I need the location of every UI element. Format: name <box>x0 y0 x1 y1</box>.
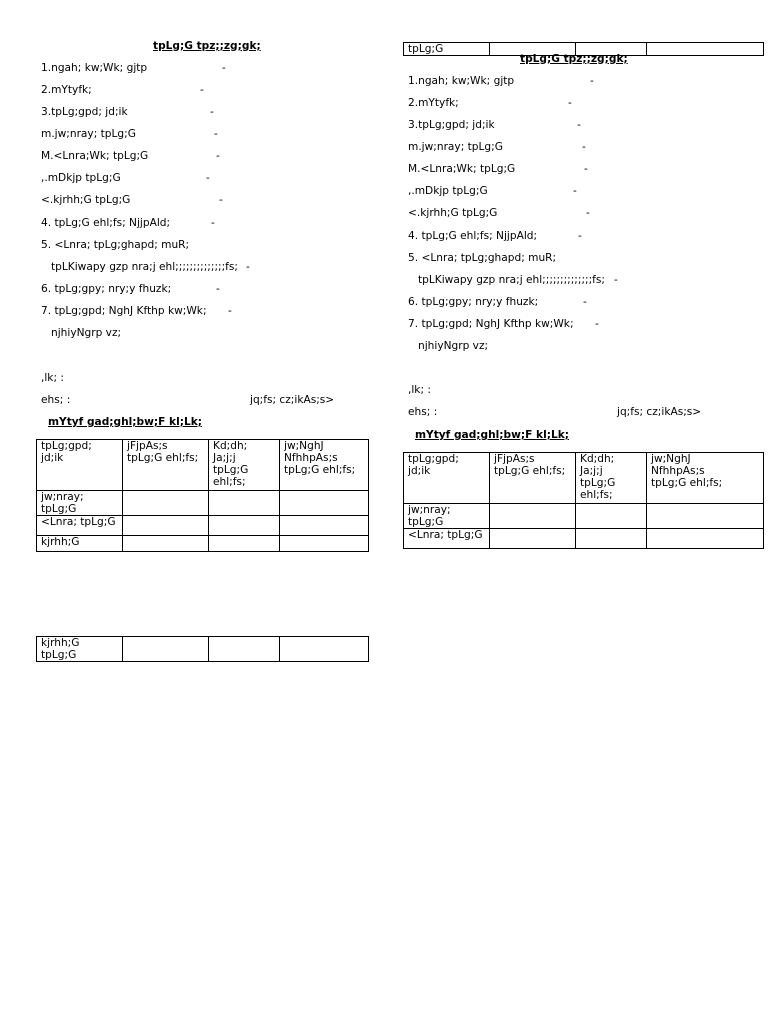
closing-signature: jq;fs; cz;ikAs;s> <box>250 394 335 406</box>
leave-address-label-cont: njhiyNgrp vz; <box>418 340 489 352</box>
table-cell <box>280 637 369 662</box>
table-cell <box>280 516 369 536</box>
leave-address-label-cont: njhiyNgrp vz; <box>51 327 122 339</box>
field-separator: - <box>200 84 204 96</box>
leave-reason-label: 6. tpLg;gpy; nry;y fhuzk; <box>41 283 172 295</box>
table-row <box>37 491 369 516</box>
form-title: tpLg;G tpz;;zg;gk; <box>153 40 261 52</box>
office-use-extra-table <box>36 636 369 662</box>
compensatory-leave-label: M.<Lnra;Wk; tpLg;G <box>41 150 149 162</box>
table-cell <box>647 529 764 549</box>
table-cell <box>576 529 647 549</box>
header-requested-days: jw;NghJ NfhhpAs;s tpLg;G ehl;fs; <box>647 453 764 504</box>
date-label: ehs; : <box>41 394 71 406</box>
header-leave-type: tpLg;gpd; jd;ik <box>37 440 123 491</box>
office-use-table <box>36 439 369 552</box>
table-cell <box>123 491 209 516</box>
table-cell <box>280 491 369 516</box>
leave-type-label: 3.tpLg;gpd; jd;ik <box>408 119 495 131</box>
field-separator: - <box>568 97 572 109</box>
table-cell <box>123 637 209 662</box>
field-separator: - <box>595 318 599 330</box>
table-cell <box>209 536 280 552</box>
field-separator: - <box>216 283 220 295</box>
field-separator: - <box>584 163 588 175</box>
header-eligible-days: jFjpAs;s tpLg;G ehl;fs; <box>123 440 209 491</box>
table-cell <box>490 504 576 529</box>
table-cell <box>209 516 280 536</box>
leave-reason-label: 6. tpLg;gpy; nry;y fhuzk; <box>408 296 539 308</box>
casual-leave-label: m.jw;nray; tpLg;G <box>408 141 503 153</box>
table-header-row <box>404 453 764 504</box>
header-leave-type: tpLg;gpd; jd;ik <box>404 453 490 504</box>
place-label: ,lk; : <box>408 384 431 396</box>
table-row <box>37 536 369 552</box>
field-separator: - <box>214 128 218 140</box>
field-separator: - <box>590 75 594 87</box>
table-cell <box>647 504 764 529</box>
field-separator: - <box>614 274 618 286</box>
office-label: 2.mYtyfk; <box>41 84 92 96</box>
field-separator: - <box>573 185 577 197</box>
name-designation-label: 1.ngah; kw;Wk; gjtp <box>408 75 515 87</box>
table-row <box>404 529 764 549</box>
field-separator: - <box>210 106 214 118</box>
table-row <box>37 516 369 536</box>
field-separator: - <box>228 305 232 317</box>
leave-address-label: 7. tpLg;gpd; NghJ Kfthp kw;Wk; <box>41 305 207 317</box>
holiday-work-days-label: 5. <Lnra; tpLg;ghapd; muR; <box>41 239 190 251</box>
table-row <box>404 504 764 529</box>
header-availed-days: Kd;dh; Ja;j;j tpLg;G ehl;fs; <box>209 440 280 491</box>
row-label: tpLg;G <box>404 43 490 56</box>
field-separator: - <box>578 230 582 242</box>
holiday-work-days-label-cont: tpLKiwapy gzp nra;j ehl;;;;;;;;;;;;;;fs; <box>418 274 605 286</box>
field-separator: - <box>586 207 590 219</box>
leave-address-label: 7. tpLg;gpd; NghJ Kfthp kw;Wk; <box>408 318 574 330</box>
header-requested-days: jw;NghJ NfhhpAs;s tpLg;G ehl;fs; <box>280 440 369 491</box>
field-separator: - <box>583 296 587 308</box>
holiday-work-days-label: 5. <Lnra; tpLg;ghapd; muR; <box>408 252 557 264</box>
closing-signature: jq;fs; cz;ikAs;s> <box>617 406 702 418</box>
row-label: jw;nray; tpLg;G <box>37 491 123 516</box>
leave-type-label: 3.tpLg;gpd; jd;ik <box>41 106 128 118</box>
office-use-table <box>403 452 764 549</box>
permission-leave-label: ,.mDkjp tpLg;G <box>41 172 121 184</box>
leave-dates-label: 4. tpLg;G ehl;fs; NjjpAld; <box>408 230 538 242</box>
header-availed-days: Kd;dh; Ja;j;j tpLg;G ehl;fs; <box>576 453 647 504</box>
header-eligible-days: jFjpAs;s tpLg;G ehl;fs; <box>490 453 576 504</box>
name-designation-label: 1.ngah; kw;Wk; gjtp <box>41 62 148 74</box>
office-use-title: mYtyf gad;ghl;bw;F kl;Lk; <box>415 429 569 441</box>
table-cell <box>209 491 280 516</box>
form-title: tpLg;G tpz;;zg;gk; <box>520 53 628 65</box>
row-label: <Lnra; tpLg;G <box>37 516 123 536</box>
office-use-title: mYtyf gad;ghl;bw;F kl;Lk; <box>48 416 202 428</box>
row-label: <Lnra; tpLg;G <box>404 529 490 549</box>
table-cell <box>280 536 369 552</box>
compensatory-leave-label: M.<Lnra;Wk; tpLg;G <box>408 163 516 175</box>
casual-leave-label: m.jw;nray; tpLg;G <box>41 128 136 140</box>
office-label: 2.mYtyfk; <box>408 97 459 109</box>
table-cell <box>123 536 209 552</box>
field-separator: - <box>206 172 210 184</box>
table-row <box>37 637 369 662</box>
table-cell <box>123 516 209 536</box>
restricted-holiday-label: <.kjrhh;G tpLg;G <box>408 207 498 219</box>
field-separator: - <box>216 150 220 162</box>
table-header-row <box>37 440 369 491</box>
row-label: kjrhh;G tpLg;G <box>37 637 123 662</box>
leave-dates-label: 4. tpLg;G ehl;fs; NjjpAld; <box>41 217 171 229</box>
holiday-work-days-label-cont: tpLKiwapy gzp nra;j ehl;;;;;;;;;;;;;;fs; <box>51 261 238 273</box>
field-separator: - <box>246 261 250 273</box>
permission-leave-label: ,.mDkjp tpLg;G <box>408 185 488 197</box>
table-cell <box>647 43 764 56</box>
field-separator: - <box>577 119 581 131</box>
table-cell <box>576 504 647 529</box>
field-separator: - <box>219 194 223 206</box>
row-label: kjrhh;G <box>37 536 123 552</box>
place-label: ,lk; : <box>41 372 64 384</box>
field-separator: - <box>582 141 586 153</box>
date-label: ehs; : <box>408 406 438 418</box>
restricted-holiday-label: <.kjrhh;G tpLg;G <box>41 194 131 206</box>
row-label: jw;nray; tpLg;G <box>404 504 490 529</box>
field-separator: - <box>222 62 226 74</box>
table-cell <box>209 637 280 662</box>
field-separator: - <box>211 217 215 229</box>
table-cell <box>490 529 576 549</box>
